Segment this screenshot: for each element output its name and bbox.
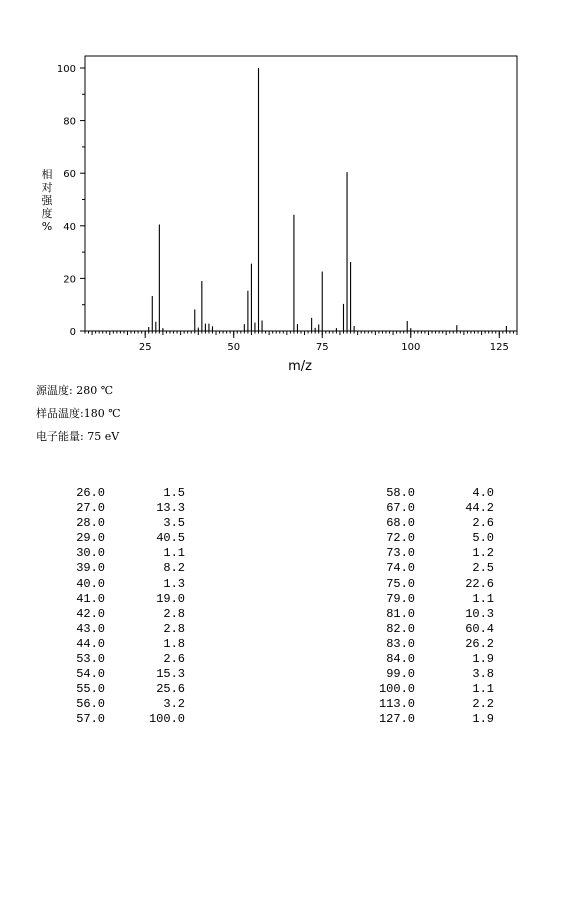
abundance-value: 1.1 xyxy=(163,546,185,561)
source-temperature: 源温度: 280 ℃ xyxy=(36,384,113,397)
abundance-value: 2.6 xyxy=(163,652,185,667)
mz-value: 113.0 xyxy=(378,697,415,712)
electron-energy: 电子能量: 75 eV xyxy=(36,430,120,443)
mz-value: 57.0 xyxy=(76,712,105,727)
table-row xyxy=(60,622,200,637)
table-row xyxy=(370,712,510,727)
abundance-value: 26.2 xyxy=(465,636,494,651)
x-tick-label: 100 xyxy=(401,342,421,353)
abundance-value: 1.3 xyxy=(163,576,185,591)
table-row xyxy=(60,607,200,622)
x-axis-label: m/z xyxy=(288,359,312,374)
mz-value: 73.0 xyxy=(386,546,415,561)
abundance-value: 1.1 xyxy=(472,591,494,606)
table-row xyxy=(370,652,510,667)
abundance-value: 2.2 xyxy=(472,697,494,712)
chart-axes xyxy=(57,56,517,353)
abundance-value: 1.8 xyxy=(163,636,185,651)
abundance-value: 15.3 xyxy=(156,667,185,682)
abundance-value: 22.6 xyxy=(465,576,494,591)
mz-value: 27.0 xyxy=(76,501,105,516)
mz-value: 29.0 xyxy=(76,531,105,546)
abundance-value: 3.5 xyxy=(163,516,185,531)
mz-value: 79.0 xyxy=(386,591,415,606)
mz-value: 56.0 xyxy=(76,697,105,712)
peak-table-right xyxy=(370,486,510,728)
table-row xyxy=(60,697,200,712)
x-tick-label: 50 xyxy=(227,342,241,353)
table-row xyxy=(370,667,510,682)
abundance-value: 1.2 xyxy=(472,546,494,561)
table-row xyxy=(370,531,510,546)
mz-value: 99.0 xyxy=(386,667,415,682)
mz-value: 43.0 xyxy=(76,621,105,636)
mz-value: 58.0 xyxy=(386,486,415,500)
abundance-value: 2.5 xyxy=(472,561,494,576)
abundance-value: 25.6 xyxy=(156,682,185,697)
y-tick-label: 0 xyxy=(69,327,76,338)
table-row xyxy=(370,561,510,576)
table-row xyxy=(60,667,200,682)
table-row xyxy=(60,577,200,592)
mz-value: 30.0 xyxy=(76,546,105,561)
mz-value: 26.0 xyxy=(76,486,105,500)
abundance-value: 13.3 xyxy=(156,501,185,516)
mz-value: 127.0 xyxy=(378,712,415,727)
table-row xyxy=(60,531,200,546)
table-row xyxy=(370,607,510,622)
abundance-value: 44.2 xyxy=(465,501,494,516)
table-row xyxy=(60,652,200,667)
mz-value: 39.0 xyxy=(76,561,105,576)
table-row xyxy=(60,561,200,576)
mz-value: 74.0 xyxy=(386,561,415,576)
plot-frame xyxy=(85,56,517,331)
table-row xyxy=(370,486,510,501)
mz-value: 53.0 xyxy=(76,652,105,667)
mz-value: 28.0 xyxy=(76,516,105,531)
table-row xyxy=(60,712,200,727)
mz-value: 67.0 xyxy=(386,501,415,516)
y-tick-label: 40 xyxy=(63,221,76,233)
abundance-value: 2.6 xyxy=(472,516,494,531)
mz-value: 81.0 xyxy=(386,606,415,621)
chart-peaks xyxy=(149,68,507,331)
mass-spectrum-chart xyxy=(0,0,570,380)
table-row xyxy=(60,546,200,561)
table-row xyxy=(370,637,510,652)
y-tick-label: 100 xyxy=(56,64,76,75)
table-row xyxy=(60,637,200,652)
y-axis-label-char: 相 xyxy=(41,168,53,181)
table-row xyxy=(60,516,200,531)
mz-value: 72.0 xyxy=(386,531,415,546)
y-axis-label-char: 对 xyxy=(41,181,53,194)
mz-value: 42.0 xyxy=(76,606,105,621)
table-row xyxy=(370,592,510,607)
mz-value: 54.0 xyxy=(76,667,105,682)
mz-value: 100.0 xyxy=(378,682,415,697)
abundance-value: 10.3 xyxy=(465,606,494,621)
abundance-value: 2.8 xyxy=(163,606,185,621)
y-axis-label-char: 度 xyxy=(41,207,53,220)
table-row xyxy=(370,546,510,561)
mz-value: 83.0 xyxy=(386,636,415,651)
table-row xyxy=(370,577,510,592)
abundance-value: 40.5 xyxy=(156,531,185,546)
y-axis-label xyxy=(42,167,54,233)
abundance-value: 4.0 xyxy=(472,486,494,500)
mz-value: 68.0 xyxy=(386,516,415,531)
abundance-value: 100.0 xyxy=(148,712,185,727)
mz-value: 75.0 xyxy=(386,576,415,591)
abundance-value: 19.0 xyxy=(156,591,185,606)
mz-value: 82.0 xyxy=(386,621,415,636)
table-row xyxy=(370,697,510,712)
abundance-value: 3.2 xyxy=(163,697,185,712)
abundance-value: 3.8 xyxy=(472,667,494,682)
y-tick-label: 20 xyxy=(63,274,76,286)
table-row xyxy=(370,682,510,697)
abundance-value: 1.5 xyxy=(163,486,185,500)
x-tick-label: 25 xyxy=(138,342,152,353)
abundance-value: 1.1 xyxy=(472,682,494,697)
y-tick-label: 60 xyxy=(63,169,76,181)
abundance-value: 1.9 xyxy=(472,712,494,727)
x-tick-label: 125 xyxy=(489,342,509,353)
peak-table-left xyxy=(60,486,200,728)
abundance-value: 60.4 xyxy=(465,621,494,636)
mz-value: 40.0 xyxy=(76,576,105,591)
mz-value: 55.0 xyxy=(76,682,105,697)
abundance-value: 8.2 xyxy=(163,561,185,576)
table-row xyxy=(370,501,510,516)
table-row xyxy=(60,486,200,501)
table-row xyxy=(60,682,200,697)
y-axis-label-char: % xyxy=(41,220,53,233)
mz-value: 41.0 xyxy=(76,591,105,606)
mz-value: 84.0 xyxy=(386,652,415,667)
mz-value: 44.0 xyxy=(76,636,105,651)
y-axis-label-char: 强 xyxy=(41,194,53,207)
table-row xyxy=(370,622,510,637)
table-row xyxy=(60,592,200,607)
abundance-value: 2.8 xyxy=(163,621,185,636)
sample-temperature: 样品温度:180 ℃ xyxy=(36,407,121,420)
abundance-value: 1.9 xyxy=(472,652,494,667)
y-tick-label: 80 xyxy=(63,116,76,128)
table-row xyxy=(60,501,200,516)
x-tick-label: 75 xyxy=(315,342,329,353)
table-row xyxy=(370,516,510,531)
abundance-value: 5.0 xyxy=(472,531,494,546)
